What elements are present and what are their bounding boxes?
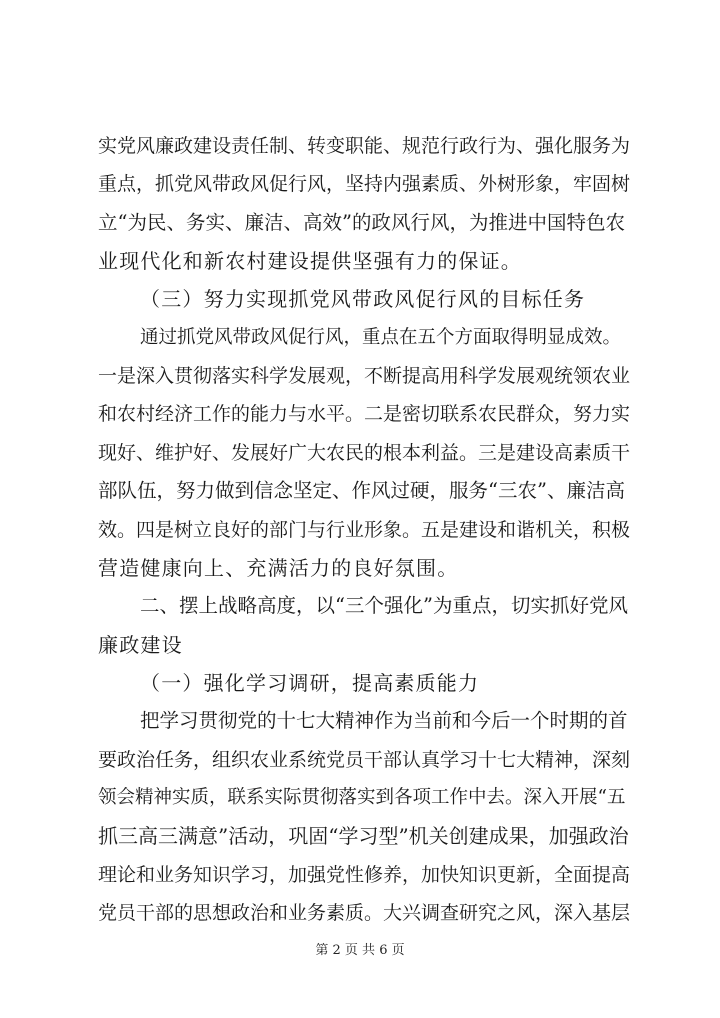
section-heading: 二、摆上战略高度，以“三个强化”为重点，切实抓好党风 [140, 594, 628, 618]
text-line: 党员干部的思想政治和业务素质。大兴调查研究之风，深入基层 [98, 902, 631, 924]
text-line: 要政治任务，组织农业系统党员干部认真学习十七大精神，深刻 [98, 748, 631, 771]
section-heading: （三）努力实现抓党风带政风促行风的目标任务 [140, 287, 586, 312]
text-line: 业现代化和新农村建设提供坚强有力的保证。 [98, 249, 522, 274]
text-line: 立“为民、务实、廉洁、高效”的政风行风，为推进中国特色农 [98, 210, 625, 234]
text-line: 理论和业务知识学习，加强党性修养，加快知识更新，全面提高 [98, 863, 631, 886]
section-heading: （一）强化学习调研，提高素质能力 [140, 670, 480, 695]
text-line: 效。四是树立良好的部门与行业形象。五是建设和谐机关，积极 [98, 518, 631, 541]
text-line: 部队伍，努力做到信念坚定、作风过硬，服务“三农”、廉洁高 [98, 479, 625, 503]
text-line: 一是深入贯彻落实科学发展观，不断提高用科学发展观统领农业 [98, 365, 631, 388]
text-line: 把学习贯彻党的十七大精神作为当前和今后一个时期的首 [140, 709, 628, 733]
text-line: 重点，抓党风带政风促行风，坚持内强素质、外树形象，牢固树 [98, 173, 631, 196]
text-line: 通过抓党风带政风促行风，重点在五个方面取得明显成效。 [140, 326, 622, 348]
text-line: 实党风廉政建设责任制、转变职能、规范行政行为、强化服务为 [98, 135, 631, 157]
text-line: 领会精神实质，联系实际贯彻落实到各项工作中去。深入开展“五 [98, 786, 626, 808]
text-line: 现好、维护好、发展好广大农民的根本利益。三是建设高素质干 [98, 441, 631, 464]
text-line: 营造健康向上、充满活力的良好氛围。 [98, 555, 459, 580]
page-number: 第 2 页 共 6 页 [315, 943, 405, 958]
section-heading: 廉政建设 [98, 632, 183, 657]
text-line: 和农村经济工作的能力与水平。二是密切联系农民群众，努力实 [98, 403, 631, 426]
text-line: 抓三高三满意”活动，巩固“学习型”机关创建成果，加强政治 [98, 824, 629, 849]
